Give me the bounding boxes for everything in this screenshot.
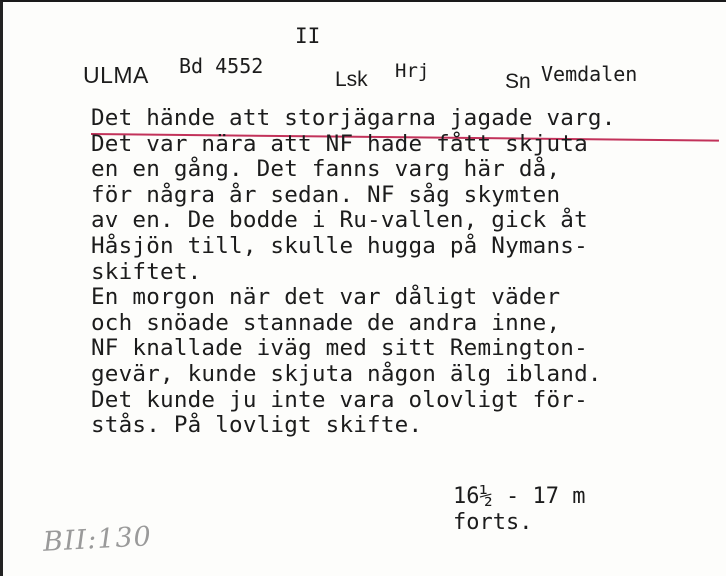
sn-label: Sn: [505, 70, 531, 93]
ulma-label: ULMA: [83, 62, 149, 88]
body-line: en en gång. Det fanns varg här då,: [91, 156, 561, 183]
card-body: [91, 106, 616, 439]
body-line: En morgon när det var dåligt väder: [91, 284, 561, 311]
page-range: 16½ - 17 m: [453, 484, 586, 509]
body-line: NF knallade iväg med sitt Remington-: [91, 335, 588, 362]
body-line: Håsjön till, skulle hugga på Nymans-: [91, 232, 588, 259]
body-line: Det hände att storjägarna jagade varg.: [91, 105, 616, 131]
continued-note: forts.: [453, 510, 533, 535]
body-line: av en. De bodde i Ru-vallen, gick åt: [91, 207, 588, 234]
body-line: Det kunde ju inte vara olovligt för-: [91, 386, 588, 413]
volume-numeral: II: [295, 24, 321, 48]
body-line: stås. På lovligt skifte.: [91, 412, 423, 439]
lsk-value: Hrj: [395, 60, 430, 82]
sn-value: Vemdalen: [541, 62, 638, 86]
body-line: och snöade stannade de andra inne,: [91, 309, 561, 336]
body-line: skiftet.: [91, 258, 202, 285]
lsk-label: Lsk: [335, 68, 368, 91]
body-line: gevär, kunde skjuta någon älg ibland.: [91, 360, 602, 387]
body-line: för några år sedan. NF såg skymten: [91, 181, 561, 208]
handwritten-reference: BII:130: [42, 521, 153, 558]
bd-number: Bd 4552: [179, 54, 264, 78]
body-line: Det var nära att NF hade fått skjuta: [91, 130, 588, 157]
